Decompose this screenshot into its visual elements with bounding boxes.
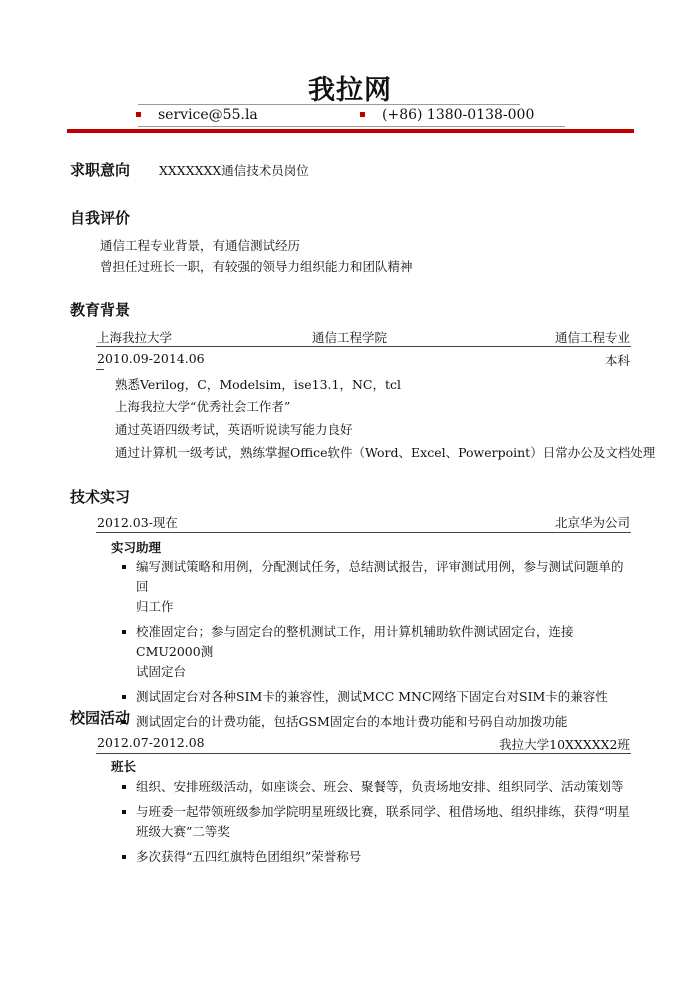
phone-contact	[360, 107, 534, 123]
college-name: 通信工程学院	[312, 330, 388, 345]
contact-divider	[138, 126, 565, 127]
bullet-icon	[122, 630, 126, 634]
section-rule-tick	[96, 369, 104, 370]
objective-heading: 求职意向	[70, 161, 131, 179]
education-item: 通过计算机一级考试，熟练掌握Office软件（Word、Excel、Powerpoint）日常办公及文档处理	[115, 445, 656, 460]
email-contact	[136, 107, 258, 123]
internship-company: 北京华为公司	[554, 515, 630, 530]
internship-bullets	[120, 557, 632, 737]
education-item: 熟悉Verilog，C，Modelsim，ise13.1，NC，tcl	[115, 377, 401, 392]
phone-text: (+86) 1380-0138-000	[382, 107, 535, 123]
section-rule	[96, 346, 631, 347]
school-name: 上海我拉大学	[97, 330, 173, 345]
campus-bullets	[120, 777, 632, 872]
bullet-icon	[122, 565, 126, 569]
list-item: 多次获得“五四红旗特色团组织”荣誉称号	[120, 847, 632, 867]
major-name: 通信工程专业	[554, 330, 630, 345]
education-period: 2010.09-2014.06	[97, 351, 205, 366]
section-rule	[96, 753, 631, 754]
education-degree: 本科	[604, 353, 630, 368]
self-eval-line: 通信工程专业背景，有通信测试经历	[100, 238, 301, 253]
self-eval-heading: 自我评价	[70, 209, 131, 227]
campus-heading: 校园活动	[70, 709, 131, 727]
list-item: 与班委一起带领班级参加学院明星班级比赛，联系同学、租借场地、组织排练，获得“明星 班级大赛”二等奖	[120, 802, 632, 842]
bullet-icon	[122, 695, 126, 699]
email-text: service@55.la	[158, 107, 258, 123]
education-item: 通过英语四级考试，英语听说读写能力良好	[115, 422, 353, 437]
list-item: 编写测试策略和用例，分配测试任务，总结测试报告，评审测试用例，参与测试问题单的回 归工作	[120, 557, 632, 617]
internship-role: 实习助理	[111, 540, 162, 555]
header-red-bar	[67, 129, 634, 133]
section-rule	[96, 532, 631, 533]
bullet-square-icon	[360, 112, 365, 117]
bullet-icon	[122, 785, 126, 789]
bullet-square-icon	[136, 112, 141, 117]
campus-period: 2012.07-2012.08	[97, 735, 205, 750]
resume-name: 我拉网	[308, 75, 392, 106]
education-heading: 教育背景	[70, 301, 131, 319]
education-item: 上海我拉大学“优秀社会工作者”	[115, 399, 291, 414]
list-item: 校准固定台；参与固定台的整机测试工作，用计算机辅助软件测试固定台，连接CMU2000测 试固定台	[120, 622, 632, 682]
list-item: 测试固定台对各种SIM卡的兼容性，测试MCC MNC网络下固定台对SIM卡的兼容性	[120, 687, 632, 707]
bullet-icon	[122, 810, 126, 814]
list-item: 测试固定台的计费功能，包括GSM固定台的本地计费功能和号码自动加拨功能	[120, 712, 632, 732]
title-divider	[138, 104, 520, 105]
bullet-icon	[122, 855, 126, 859]
campus-org: 我拉大学10XXXXX2班	[499, 737, 630, 752]
list-item: 组织、安排班级活动，如座谈会、班会、聚餐等，负责场地安排、组织同学、活动策划等	[120, 777, 632, 797]
campus-role: 班长	[111, 759, 137, 774]
self-eval-line: 曾担任过班长一职，有较强的领导力组织能力和团队精神	[100, 259, 413, 274]
internship-period: 2012.03-现在	[97, 515, 178, 530]
internship-heading: 技术实习	[70, 488, 131, 506]
objective-value: XXXXXXX通信技术员岗位	[159, 163, 309, 178]
